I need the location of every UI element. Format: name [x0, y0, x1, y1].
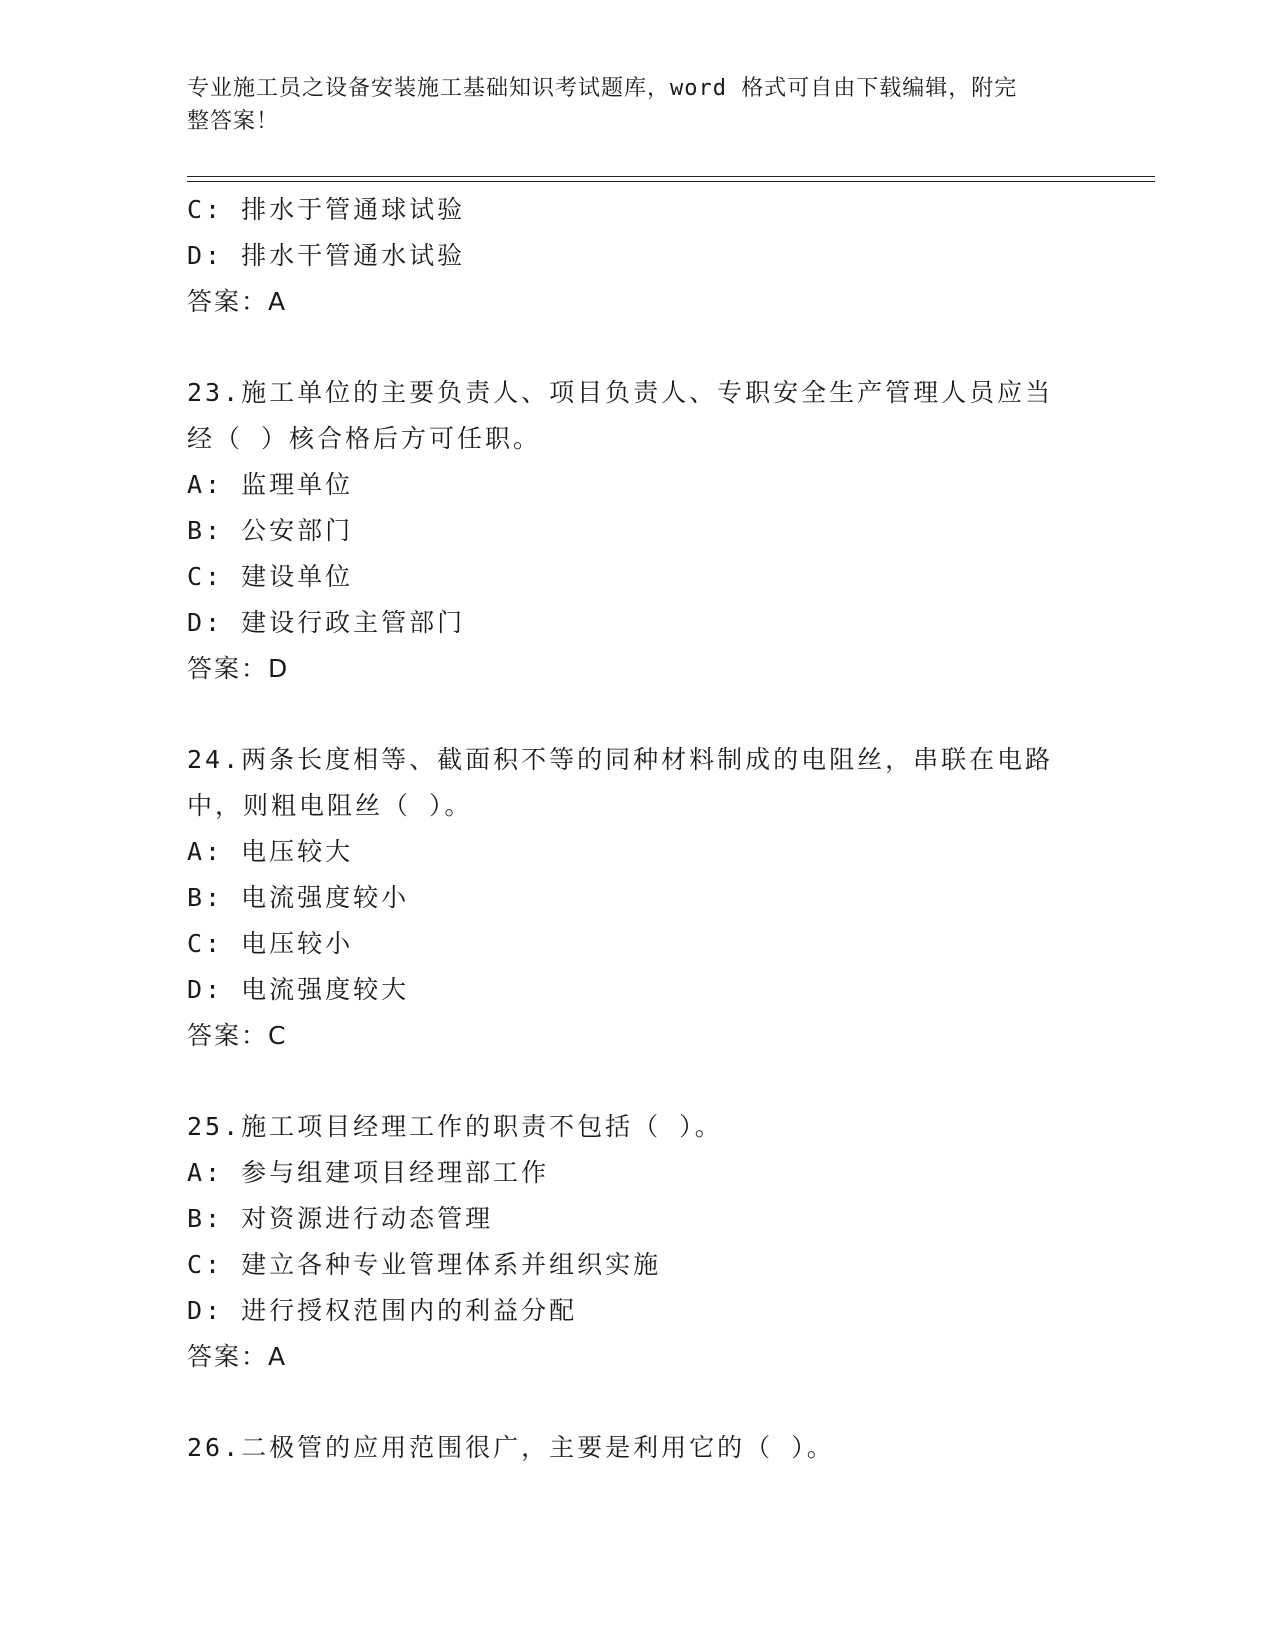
option-a: A: 参与组建项目经理部工作 [187, 1158, 550, 1187]
option-c: C: 建立各种专业管理体系并组织实施 [187, 1250, 662, 1279]
header-line-2: 整答案！ [187, 109, 280, 134]
question-block-22 [187, 187, 1087, 325]
option-d: D: 建设行政主管部门 [187, 608, 466, 637]
option-d: D: 电流强度较大 [187, 975, 410, 1004]
question-list [187, 187, 1087, 1471]
spacer [187, 1059, 1087, 1104]
option-b: B: 公安部门 [187, 516, 354, 545]
question-stem-continued: 经（ ）核合格后方可任职。 [187, 424, 542, 453]
option-b: B: 电流强度较小 [187, 883, 410, 912]
option-d: D: 进行授权范围内的利益分配 [187, 1296, 578, 1325]
answer-line: 答案：C [187, 1021, 288, 1050]
option-b: B: 对资源进行动态管理 [187, 1204, 494, 1233]
option-a: A: 监理单位 [187, 470, 354, 499]
option-c: C: 电压较小 [187, 929, 354, 958]
answer-line: 答案：A [187, 287, 288, 316]
option-c: C: 排水于管通球试验 [187, 195, 466, 224]
spacer [187, 1380, 1087, 1425]
question-stem-continued: 中，则粗电阻丝（ ）。 [187, 791, 473, 820]
question-block-23 [187, 370, 1087, 692]
header-line-1: 专业施工员之设备安装施工基础知识考试题库，word 格式可自由下载编辑，附完 [187, 76, 1018, 101]
question-block-26 [187, 1425, 1087, 1471]
option-d: D: 排水干管通水试验 [187, 241, 466, 270]
question-block-25 [187, 1104, 1087, 1380]
question-stem: 25.施工项目经理工作的职责不包括（ ）。 [187, 1112, 723, 1141]
option-a: A: 电压较大 [187, 837, 354, 866]
answer-line: 答案：A [187, 1342, 288, 1371]
question-stem: 24.两条长度相等、截面积不等的同种材料制成的电阻丝，串联在电路 [187, 745, 1054, 774]
option-c: C: 建设单位 [187, 562, 354, 591]
document-header [187, 72, 1067, 138]
header-divider [187, 176, 1155, 182]
question-stem: 23.施工单位的主要负责人、项目负责人、专职安全生产管理人员应当 [187, 378, 1054, 407]
spacer [187, 692, 1087, 737]
answer-line: 答案：D [187, 654, 290, 683]
question-block-24 [187, 737, 1087, 1059]
question-stem: 26.二极管的应用范围很广，主要是利用它的（ ）。 [187, 1433, 835, 1462]
spacer [187, 325, 1087, 370]
